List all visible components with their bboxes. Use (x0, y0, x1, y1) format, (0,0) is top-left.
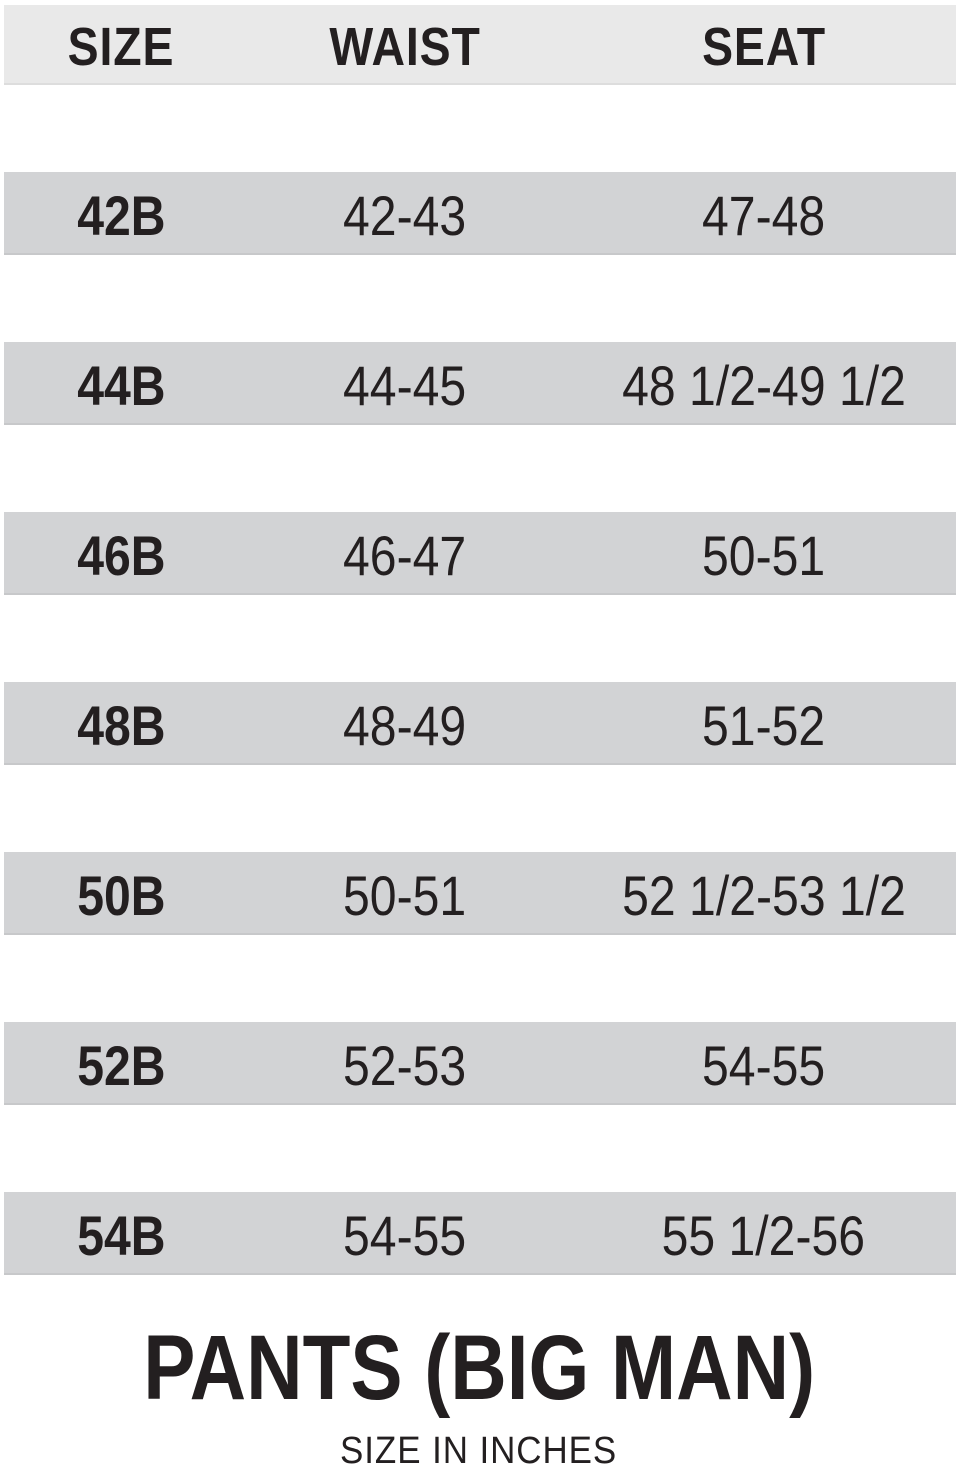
waist-cell: 54-55 (343, 1203, 467, 1267)
size-cell: 44B (76, 353, 166, 417)
seat-cell: 54-55 (702, 1033, 826, 1097)
column-header-size: SIZE (67, 17, 175, 77)
column-header-seat: SEAT (701, 17, 826, 77)
seat-cell: 48 1/2-49 1/2 (621, 353, 906, 417)
size-cell: 50B (76, 863, 166, 927)
waist-cell: 52-53 (343, 1033, 467, 1097)
seat-cell: 51-52 (702, 693, 826, 757)
seat-cell: 55 1/2-56 (661, 1203, 866, 1267)
table-row (4, 852, 956, 935)
seat-cell: 52 1/2-53 1/2 (621, 863, 906, 927)
table-row (4, 342, 956, 425)
size-cell: 54B (76, 1203, 166, 1267)
waist-cell: 48-49 (343, 693, 467, 757)
size-cell: 42B (76, 183, 166, 247)
chart-title: PANTS (BIG MAN) (143, 1317, 815, 1419)
size-cell: 48B (76, 693, 166, 757)
table-row (4, 1022, 956, 1105)
seat-cell: 47-48 (702, 183, 826, 247)
table-row (4, 512, 956, 595)
waist-cell: 50-51 (343, 863, 467, 927)
seat-cell: 50-51 (702, 523, 826, 587)
table-row (4, 172, 956, 255)
chart-subtitle: SIZE IN INCHES (340, 1430, 618, 1472)
size-cell: 46B (76, 523, 166, 587)
waist-cell: 42-43 (343, 183, 467, 247)
table-row (4, 682, 956, 765)
waist-cell: 46-47 (343, 523, 467, 587)
column-header-waist: WAIST (329, 17, 481, 77)
table-header-row (4, 5, 956, 85)
table-row (4, 1192, 956, 1275)
size-cell: 52B (76, 1033, 166, 1097)
waist-cell: 44-45 (343, 353, 467, 417)
